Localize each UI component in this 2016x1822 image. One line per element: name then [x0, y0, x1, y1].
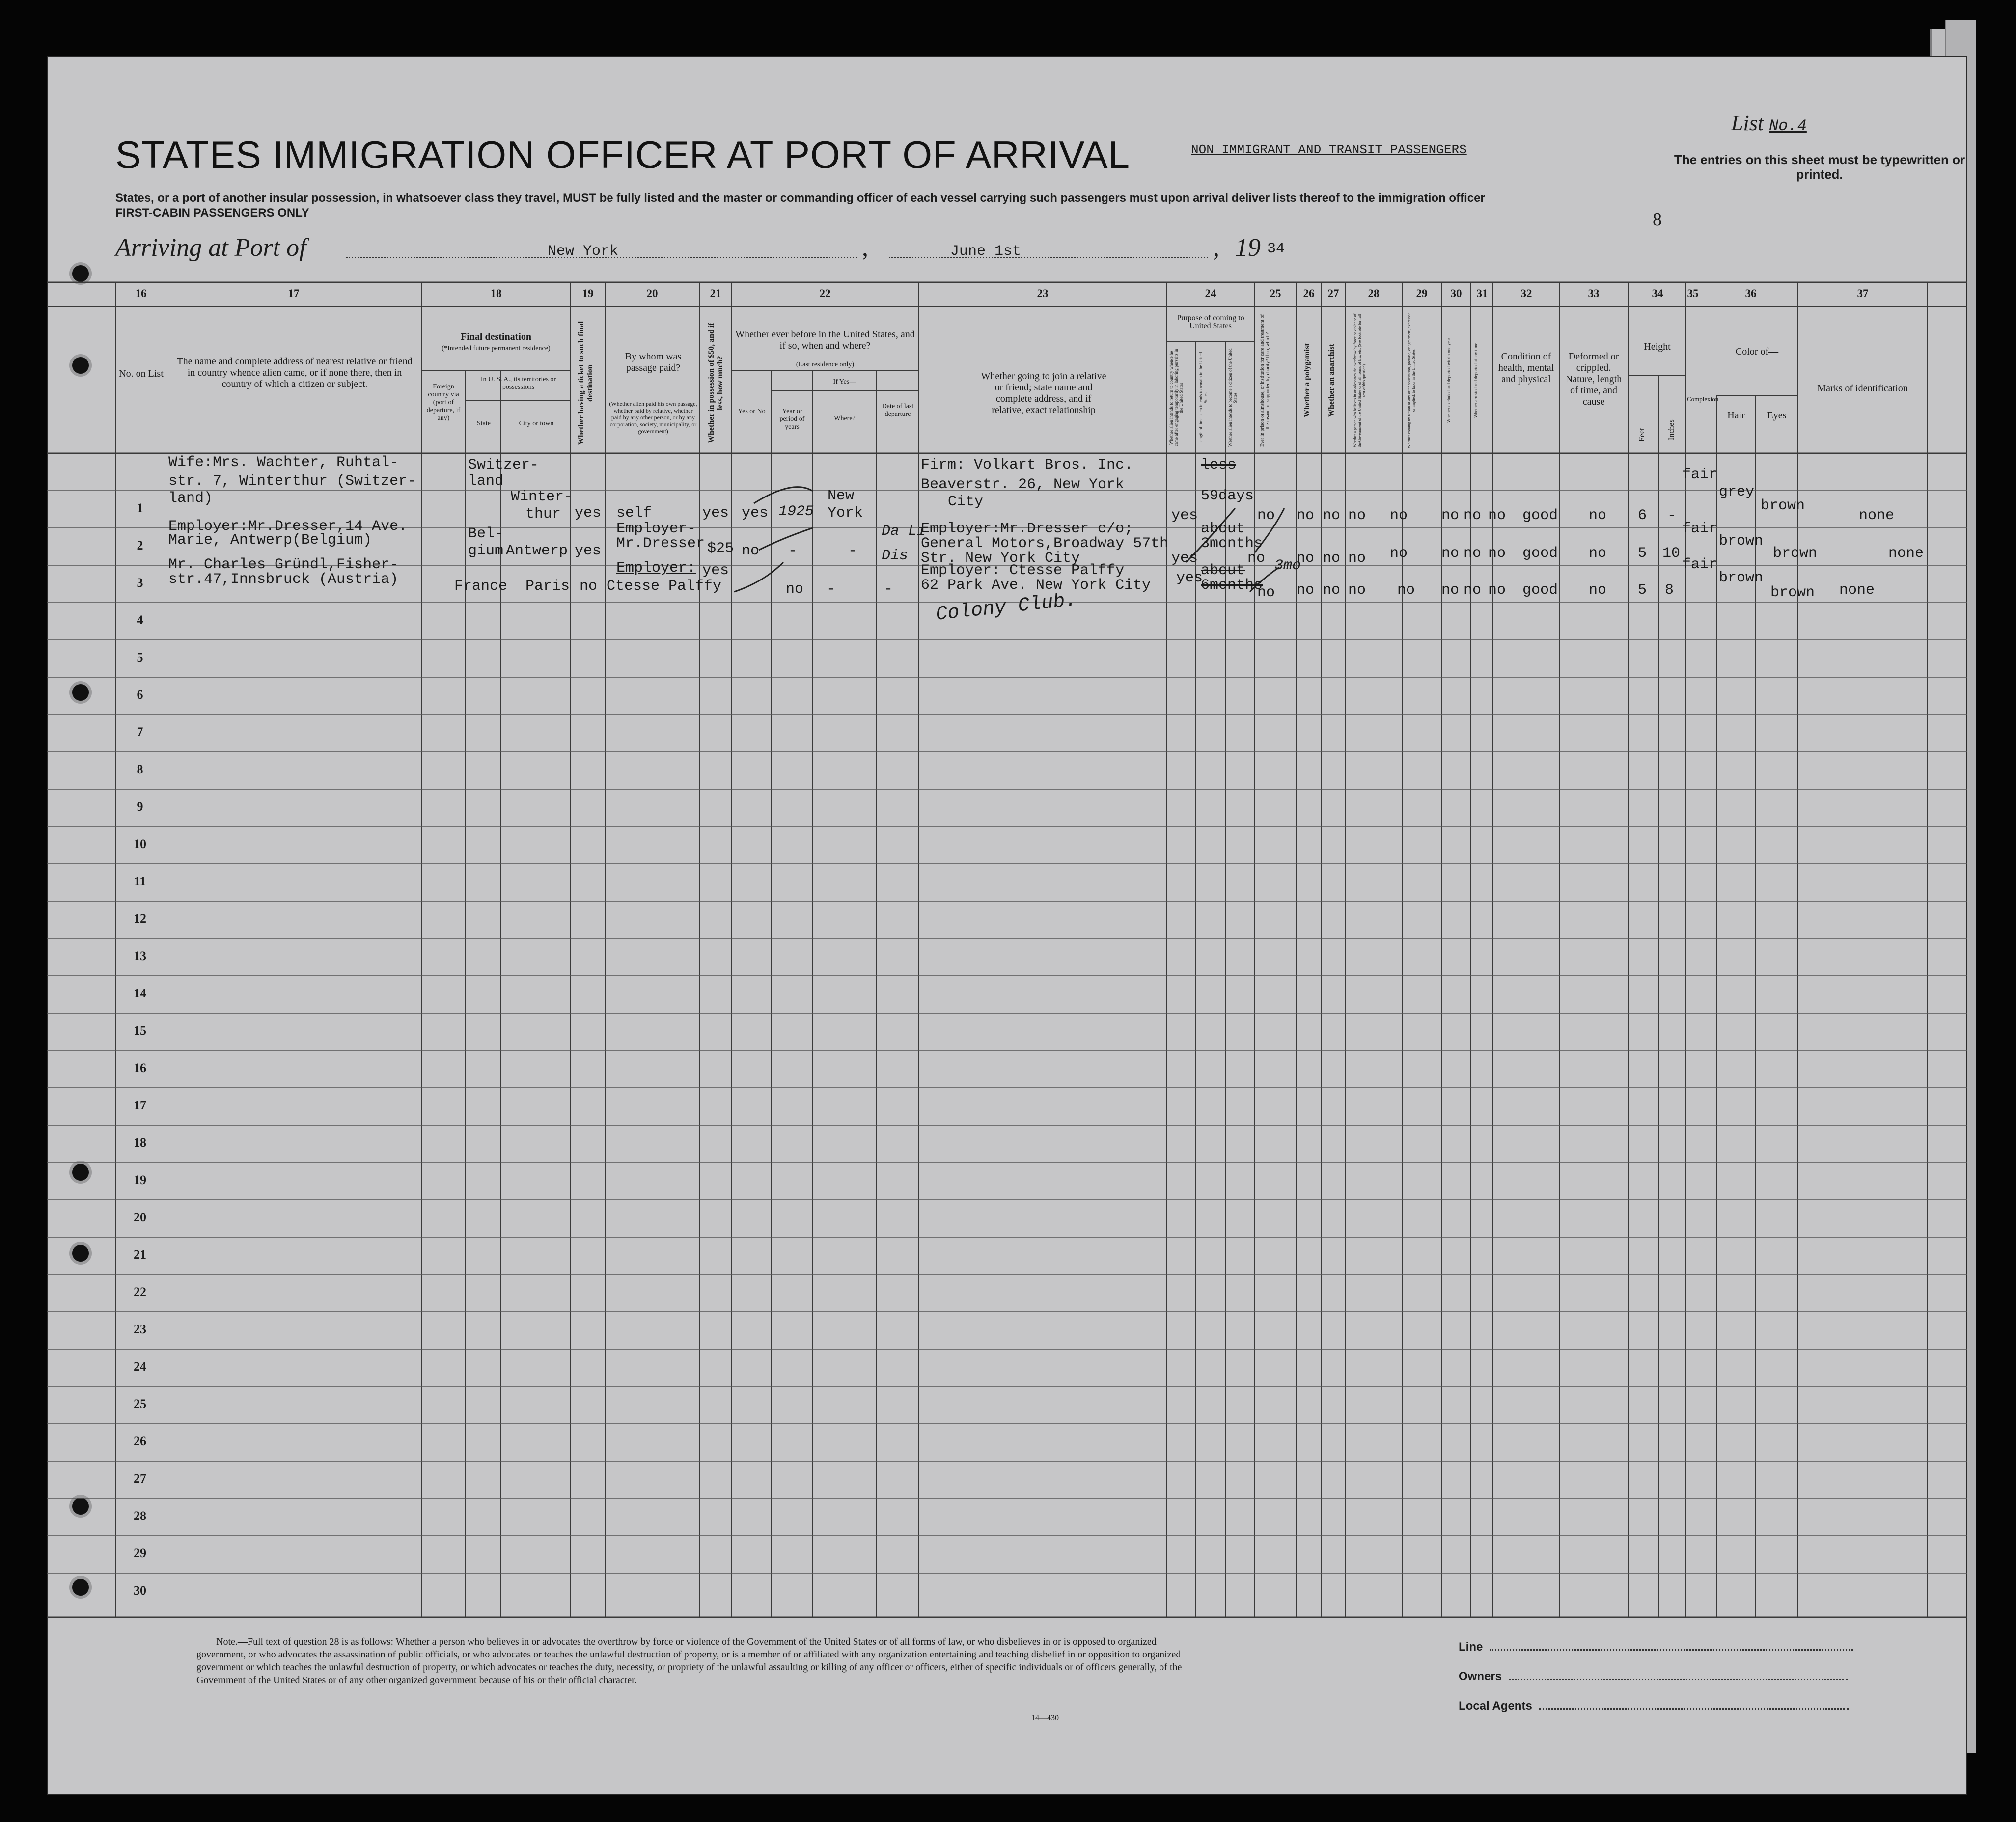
column-number: 33	[1588, 287, 1600, 300]
join-relative: 62 Park Ave. New York City	[921, 577, 1151, 594]
height-feet: 5	[1638, 582, 1647, 599]
header-eyes: Eyes	[1767, 410, 1787, 421]
anarchist: no	[1348, 550, 1366, 567]
foreign-country: France	[454, 578, 508, 595]
column-number: 28	[1368, 287, 1380, 300]
row-number: 12	[134, 911, 146, 926]
header-q28: Whether a person who believes in or advocates the overthrow by force or violence of the Government of the United States or of all forms of law, etc. (See footnote for full text of this question)	[1353, 313, 1366, 448]
table-grid	[47, 56, 1967, 1795]
header-complexion: Complexion	[1687, 395, 1719, 403]
column-number: 22	[819, 287, 831, 300]
column-number: 37	[1857, 287, 1869, 300]
row-number: 11	[134, 874, 146, 888]
year-prefix: 19	[1235, 234, 1261, 262]
length-of-stay: 3months	[1201, 535, 1263, 552]
check-mark	[754, 487, 813, 503]
relative-address: str.47,Innsbruck (Austria)	[168, 571, 399, 588]
marks: none	[1839, 582, 1875, 599]
year: 1925	[778, 503, 814, 520]
column-number: 16	[135, 287, 147, 300]
q28: no	[1390, 545, 1408, 562]
entries-note: The entries on this sheet must be typewritten or printed.	[1674, 152, 1965, 182]
column-number: 27	[1327, 287, 1339, 300]
row-number: 25	[134, 1397, 146, 1411]
prison: no	[1297, 507, 1315, 524]
length-of-stay: about	[1201, 521, 1245, 537]
row-number: 27	[134, 1471, 146, 1486]
row-number: 6	[137, 688, 143, 702]
destination-city: Antwerp	[506, 543, 568, 559]
destination-city: thur	[525, 506, 561, 523]
relative-address: Employer:Mr.Dresser,14 Ave.	[168, 518, 408, 535]
row-number: 9	[137, 800, 143, 814]
row-number: 2	[137, 538, 143, 552]
ticket: yes	[575, 505, 602, 522]
column-number: 20	[646, 287, 658, 300]
owners-label: Owners	[1459, 1670, 1502, 1683]
column-number: 36	[1745, 287, 1757, 300]
height-feet: 6	[1638, 507, 1647, 524]
q31: no	[1488, 507, 1506, 524]
length-of-stay: 59days	[1201, 488, 1254, 504]
row-number: 3	[137, 576, 143, 590]
relative-address: Wife:Mrs. Wachter, Ruhtal-	[168, 454, 399, 471]
q31: no	[1488, 545, 1506, 562]
relative-address: land)	[168, 490, 213, 507]
column-number: 23	[1037, 287, 1049, 300]
agents-label: Local Agents	[1459, 1699, 1532, 1712]
header-anarchist: Whether an anarchist	[1327, 344, 1336, 417]
ever-before: no	[742, 543, 760, 559]
row-number: 13	[134, 949, 146, 963]
return-intent: yes	[1171, 507, 1198, 524]
row-number: 26	[134, 1434, 146, 1448]
row-number: 22	[134, 1285, 146, 1299]
column-number: 18	[490, 287, 502, 300]
owners-dots	[1509, 1679, 1848, 1680]
height-inches: -	[1667, 507, 1677, 524]
health: good	[1522, 545, 1558, 562]
ticket: no	[580, 578, 598, 595]
year-suffix: 34	[1267, 241, 1285, 257]
header-polygamist: Whether a polygamist	[1303, 343, 1311, 418]
join-relative: Employer: Ctesse Palffy	[921, 562, 1125, 579]
q29: no	[1441, 545, 1460, 562]
passage-paid-by: Employer-	[616, 521, 696, 537]
agents-field	[1459, 1699, 1901, 1713]
join-relative: General Motors,Broadway 57th	[921, 535, 1169, 552]
header-yes-no: Yes or No	[738, 408, 766, 415]
column-number-row	[47, 287, 1967, 302]
deformed: no	[1589, 507, 1607, 524]
line-label: Line	[1459, 1640, 1483, 1654]
header-relative: The name and complete address of nearest relative or friend in country whence alien came, or if none there, then in country of which a citizen or subject.	[177, 356, 413, 389]
column-number: 29	[1416, 287, 1428, 300]
row-number: 14	[134, 986, 146, 1000]
hair-color: grey	[1719, 484, 1755, 500]
polygamist: no	[1323, 550, 1341, 567]
header-fifty-dollars: Whether in possession of $50, and if less, how much?	[707, 323, 724, 443]
citizen-intent: no	[1257, 584, 1275, 601]
where: -	[848, 543, 857, 559]
comma: ,	[862, 234, 868, 262]
q30: no	[1464, 582, 1482, 599]
where: York	[828, 505, 863, 522]
relative-address: Marie, Antwerp(Belgium)	[168, 532, 372, 549]
fifty-dollars: yes	[702, 562, 729, 579]
agents-dots	[1539, 1708, 1849, 1710]
join-relative: City	[948, 494, 984, 510]
ever-before: no	[786, 581, 804, 598]
join-relative: Str. New York City	[921, 550, 1080, 567]
row-number: 7	[137, 725, 143, 739]
form-number: 14—430	[1031, 1714, 1059, 1722]
relative-address: str. 7, Winterthur (Switzer-	[168, 473, 416, 490]
sheet-mark: 8	[1653, 209, 1662, 230]
q29: no	[1441, 582, 1460, 599]
column-number: 35	[1687, 287, 1699, 300]
comma: ,	[1213, 234, 1219, 262]
q28: no	[1390, 507, 1408, 524]
row-number: 28	[134, 1509, 146, 1523]
fifty-dollars: yes	[702, 505, 729, 522]
row-number: 20	[134, 1210, 146, 1224]
handwritten-note: 3mo	[1274, 557, 1301, 574]
header-date-departure: Date of last departure	[882, 403, 914, 418]
ever-before: yes	[742, 505, 769, 522]
header-color: Color of—	[1735, 346, 1779, 357]
header-q29: Whether coming by reason of any offer, solicitation, promise, or agreement, expressed or implied, to labor in the United States	[1407, 312, 1416, 449]
header-if-yes: If Yes—	[833, 378, 856, 386]
row-number: 23	[134, 1322, 146, 1336]
marks: none	[1888, 545, 1924, 562]
deformed: no	[1589, 545, 1607, 562]
list-no: No.4	[1769, 117, 1807, 135]
header-ever-before: Whether ever before in the United States, and if so, when and where?	[735, 329, 915, 351]
row-number: 30	[134, 1583, 146, 1598]
row-number: 18	[134, 1135, 146, 1150]
q28: no	[1397, 582, 1415, 599]
eye-color: brown	[1770, 584, 1815, 601]
row-number: 21	[134, 1247, 146, 1262]
handwritten-note: Colony Club.	[935, 589, 1078, 626]
header-marks: Marks of identification	[1817, 383, 1908, 394]
row-number: 15	[134, 1023, 146, 1038]
column-number: 17	[288, 287, 300, 300]
ticket: yes	[575, 543, 602, 559]
header-final-destination: Final destination	[461, 331, 531, 342]
where: New	[828, 488, 855, 504]
column-number: 24	[1205, 287, 1216, 300]
footnote: Note.—Full text of question 28 is as follows: Whether a person who believes in or advocates the overthrow by force or violence of the Government of the United States or of all forms of law, or who disbelieves in or is opposed to organized government, or who advocates the assassination of public officials, or who advocates or teaches the unlawful destruction of property, or is a member of or affiliated with any organization entertaining and teaching disbelief in or opposition to organized government or which teaches the unlawful destruction of property, or which advocates or teaches the duty, necessity, or propriety of the unlawful assaulting or killing of any officer or officers, either of specific individuals or of officers generally, of the Government of the United States or of any other organized government because of his or their official character.	[196, 1636, 1182, 1685]
header-purpose: Purpose of coming to United States	[1177, 314, 1244, 330]
row-number: 4	[137, 613, 143, 627]
handwritten-note: Da Li	[882, 523, 926, 540]
passage-paid-by: Ctesse Palffy	[607, 578, 722, 595]
check-mark	[734, 562, 783, 592]
passage-paid-by: Employer:	[616, 560, 696, 577]
row-number: 16	[134, 1061, 146, 1075]
length-struck: less	[1201, 457, 1237, 473]
q31: no	[1488, 582, 1506, 599]
manifest-sheet	[47, 56, 1967, 1795]
complexion: fair	[1682, 556, 1718, 573]
q30: no	[1464, 545, 1482, 562]
destination-city: Winter-	[511, 489, 573, 505]
date-value: June 1st	[950, 243, 1022, 260]
row-number: 17	[134, 1098, 146, 1112]
complexion: fair	[1682, 467, 1718, 483]
header-join-relative: Whether going to join a relative or friend; state name and complete address, and if relative, exact relationship	[981, 371, 1106, 415]
header-city: City or town	[519, 420, 554, 427]
header-citizen: Whether alien intends to become a citizen of the United States	[1228, 348, 1238, 447]
column-number: 21	[710, 287, 721, 300]
where: -	[884, 581, 893, 598]
citizen-intent: no	[1247, 550, 1266, 567]
header-final-destination-sub: (*Intended future permanent residence)	[442, 345, 551, 352]
passage-paid-by: Mr.Dresser	[616, 535, 705, 552]
deformed: no	[1589, 582, 1607, 599]
eye-color: brown	[1761, 497, 1805, 514]
header-q31: Whether arrested and deported at any time	[1473, 343, 1478, 418]
header-passage-paid: By whom was passage paid?	[625, 351, 682, 373]
row-number: 5	[137, 650, 143, 664]
destination-city: Paris	[525, 578, 570, 595]
foreign-country: land	[468, 473, 504, 490]
foreign-country: Bel-	[468, 525, 504, 542]
port-value: New York	[548, 243, 619, 260]
year: -	[788, 543, 798, 559]
return-intent: yes	[1176, 570, 1203, 586]
header-where: Where?	[834, 415, 856, 422]
row-number: 10	[134, 837, 146, 851]
column-number: 26	[1303, 287, 1315, 300]
header-no-on-list: No. on List	[119, 368, 164, 379]
instruction-text: States, or a port of another insular possession, in whatsoever class they travel, MUST be fully listed and the master or commanding officer of each vessel carrying such passengers must upon arrival deliver lists thereof to the immigration officer	[115, 192, 1485, 205]
join-relative: Beaverstr. 26, New York	[921, 476, 1125, 493]
height-inches: 10	[1662, 545, 1681, 562]
prison: no	[1297, 550, 1315, 567]
complexion: fair	[1682, 521, 1718, 537]
year: -	[827, 581, 836, 598]
header-year: Year or period of years	[779, 408, 805, 431]
height-inches: 8	[1665, 582, 1674, 599]
header-feet: Feet	[1638, 428, 1646, 442]
header-inches: Inches	[1667, 419, 1676, 440]
list-label: List	[1731, 111, 1764, 135]
hair-color: brown	[1719, 533, 1764, 550]
column-number: 31	[1476, 287, 1488, 300]
join-relative: Firm: Volkart Bros. Inc.	[921, 457, 1133, 473]
q30: no	[1464, 507, 1482, 524]
anarchist: no	[1348, 582, 1366, 599]
health: good	[1522, 582, 1558, 599]
length-of-stay: 6months	[1201, 577, 1263, 594]
line-field	[1459, 1640, 1901, 1654]
height-feet: 5	[1638, 545, 1647, 562]
column-number: 30	[1450, 287, 1462, 300]
q29: no	[1441, 507, 1460, 524]
header-health: Condition of health, mental and physical	[1498, 351, 1554, 385]
row-number: 24	[134, 1359, 146, 1374]
row-number: 8	[137, 762, 143, 776]
length-of-stay: about	[1201, 562, 1245, 579]
marks: none	[1859, 507, 1895, 524]
eye-color: brown	[1773, 545, 1818, 562]
polygamist: no	[1323, 582, 1341, 599]
header-passage-paid-sub: (Whether alien paid his own passage, whether paid by relative, whether paid by any other person, or by any corporation, society, municipality, or government)	[609, 400, 697, 435]
join-relative: Employer:Mr.Dresser c/o;	[921, 521, 1133, 537]
passage-paid-by: self	[616, 505, 652, 522]
column-number: 34	[1652, 287, 1663, 300]
line-dots	[1490, 1649, 1853, 1651]
column-number: 25	[1270, 287, 1281, 300]
row-number: 29	[134, 1546, 146, 1560]
foreign-country: Switzer-	[468, 457, 539, 473]
header-deformed: Deformed or crippled. Nature, length of time, and cause	[1565, 351, 1622, 407]
citizen-intent: no	[1257, 507, 1275, 524]
header-foreign-country: Foreign country via (port of departure, if any)	[426, 383, 461, 422]
hair-color: brown	[1719, 570, 1764, 586]
header-prison: Ever in prison or almshouse, or institution for care and treatment of the insane, or supported by charity? If so, which?	[1260, 314, 1270, 447]
header-return: Whether alien intends to return to country whence he came after engaging temporarily in laboring pursuits in the United States	[1169, 349, 1184, 447]
prison: no	[1297, 582, 1315, 599]
column-number: 32	[1520, 287, 1532, 300]
handwritten-note: Dis	[882, 548, 909, 564]
health: good	[1522, 507, 1558, 524]
polygamist: no	[1323, 507, 1341, 524]
header-hair: Hair	[1727, 410, 1745, 421]
header-height: Height	[1644, 341, 1671, 352]
header-ticket: Whether having a ticket to such final destination	[577, 321, 594, 445]
header-q30: Whether excluded and deported within one year	[1446, 338, 1451, 423]
return-intent: yes	[1171, 550, 1198, 567]
header-length-stay: Length of time alien intends to remain in the United States	[1198, 352, 1208, 444]
anarchist: no	[1348, 507, 1366, 524]
arriving-label: Arriving at Port of	[115, 234, 306, 262]
passenger-category: NON IMMIGRANT AND TRANSIT PASSENGERS	[1191, 142, 1467, 157]
header-ever-before-sub: (Last residence only)	[796, 361, 855, 368]
class-label: FIRST-CABIN PASSENGERS ONLY	[115, 206, 314, 220]
form-title: STATES IMMIGRATION OFFICER AT PORT OF ARRIVAL	[115, 133, 1131, 176]
owners-field	[1459, 1670, 1901, 1684]
foreign-country: gium	[468, 543, 504, 559]
header-in-usa: In U. S. A., its territories or possessions	[480, 376, 556, 391]
check-mark	[759, 528, 813, 550]
header-state: State	[477, 420, 491, 427]
row-number: 1	[137, 501, 143, 515]
fifty-dollars: $25	[707, 540, 734, 557]
relative-address: Mr. Charles Gründl,Fisher-	[168, 556, 399, 573]
column-number: 19	[582, 287, 594, 300]
row-number: 19	[134, 1173, 146, 1187]
